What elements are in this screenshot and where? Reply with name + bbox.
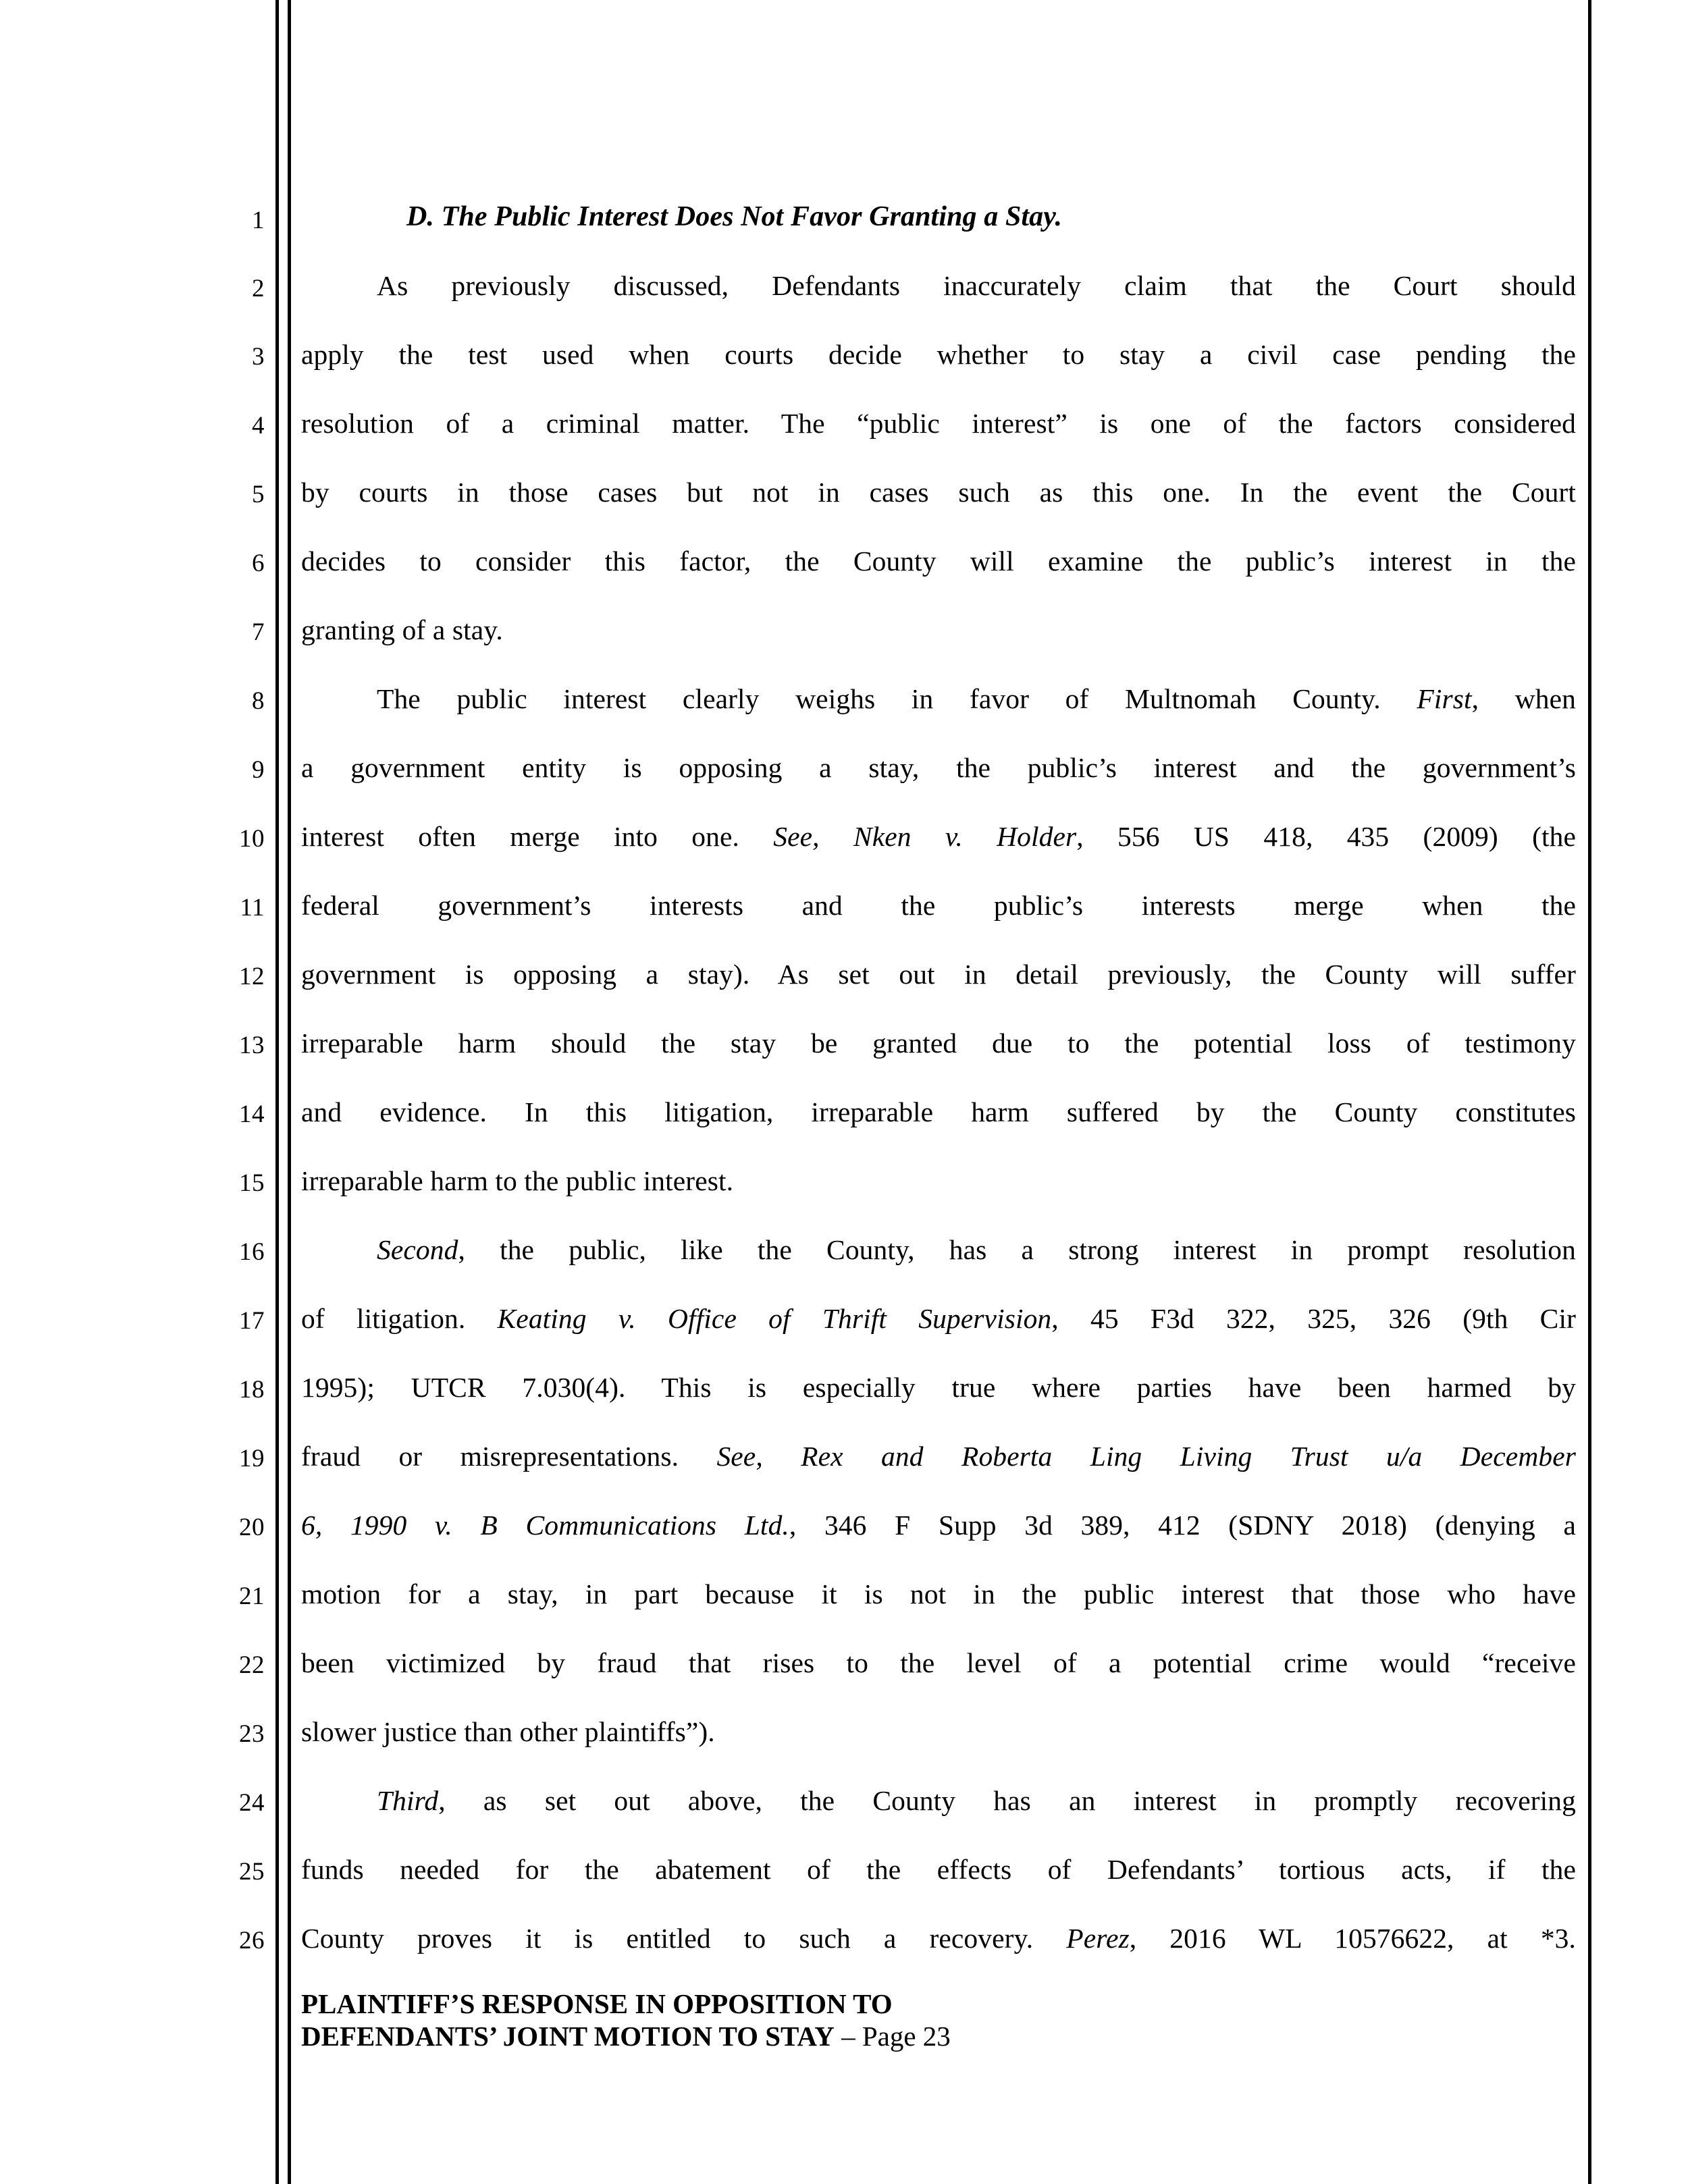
body-line xyxy=(301,272,1576,300)
line-number: 15 xyxy=(239,1169,265,1197)
line-number: 18 xyxy=(239,1376,265,1404)
footer-line-1: PLAINTIFF’S RESPONSE IN OPPOSITION TO xyxy=(301,1988,893,2019)
body-line: resolution of a criminal matter. The “public interest” is one of the factors considered xyxy=(301,408,1576,439)
line-number: 1 xyxy=(252,207,265,234)
body-line: slower justice than other plaintiffs”). xyxy=(301,1716,715,1747)
body-line: 1995); UTCR 7.030(4). This is especially true where parties have been harmed by xyxy=(301,1372,1576,1403)
document-footer xyxy=(301,1988,1449,2052)
case-citation: See, Rex and Roberta Ling Living Trust u/a December xyxy=(716,1441,1577,1472)
line-number: 2 xyxy=(252,275,265,302)
line-number: 9 xyxy=(252,756,265,784)
body-line: apply the test used when courts decide whether to stay a civil case pending the xyxy=(301,339,1576,370)
case-citation: 6, 1990 v. B Communications Ltd. xyxy=(301,1510,789,1541)
line-number: 21 xyxy=(239,1582,265,1610)
line-number: 23 xyxy=(239,1720,265,1748)
line-number: 3 xyxy=(252,343,265,371)
footer-page-label: – Page 23 xyxy=(834,2020,951,2052)
body-text: , 556 US 418, 435 (2009) (the xyxy=(1076,821,1576,852)
body-text-column xyxy=(301,0,1576,2184)
body-line xyxy=(301,1305,1576,1333)
line-number: 17 xyxy=(239,1307,265,1335)
case-citation: Keating v. Office of Thrift Supervision xyxy=(497,1303,1052,1334)
body-text: of litigation. xyxy=(301,1303,498,1334)
left-margin-rule-inner xyxy=(288,0,291,2184)
line-number: 7 xyxy=(252,618,265,646)
body-line: irreparable harm should the stay be granted due to the potential loss of testimony xyxy=(301,1028,1576,1059)
left-margin-rule-outer xyxy=(275,0,279,2184)
body-line: a government entity is opposing a stay, the public’s interest and the government’s xyxy=(301,752,1576,783)
body-line: decides to consider this factor, the County will examine the public’s interest in the xyxy=(301,545,1576,577)
body-text: The public interest clearly weighs in favor of Multnomah County. xyxy=(377,683,1417,714)
body-text: , 2016 WL 10576622, at *3. xyxy=(1129,1923,1576,1954)
body-line: granting of a stay. xyxy=(301,614,503,645)
line-number: 4 xyxy=(252,412,265,440)
body-text: , when xyxy=(1471,683,1576,714)
body-text: interest often merge into one. xyxy=(301,821,774,852)
body-text: , the public, like the County, has a strong interest in prompt resolution xyxy=(458,1234,1576,1265)
case-citation: First xyxy=(1417,683,1472,714)
body-text: As previously discussed, Defendants inaccurately claim that the Court should xyxy=(377,270,1576,301)
body-text: County proves it is entitled to such a recovery. xyxy=(301,1923,1067,1954)
footer-title: DEFENDANTS’ JOINT MOTION TO STAY xyxy=(301,2020,835,2052)
section-heading: D. The Public Interest Does Not Favor Granting a Stay. xyxy=(406,201,1063,232)
body-line xyxy=(301,1925,1576,1953)
line-number: 22 xyxy=(239,1651,265,1679)
right-margin-rule xyxy=(1588,0,1591,2184)
line-number: 25 xyxy=(239,1858,265,1886)
case-citation: Third xyxy=(377,1785,439,1816)
body-line xyxy=(301,1787,1576,1815)
line-number: 13 xyxy=(239,1032,265,1059)
body-line: irreparable harm to the public interest. xyxy=(301,1165,734,1196)
line-number: 6 xyxy=(252,550,265,577)
line-number: 5 xyxy=(252,481,265,508)
body-line xyxy=(301,685,1576,714)
body-line xyxy=(301,1512,1576,1540)
line-number: 12 xyxy=(239,963,265,990)
line-number-gutter xyxy=(0,0,265,2184)
line-number: 19 xyxy=(239,1445,265,1472)
line-number: 24 xyxy=(239,1789,265,1817)
line-number: 26 xyxy=(239,1927,265,1954)
body-text: fraud or misrepresentations. xyxy=(301,1441,717,1472)
body-line: funds needed for the abatement of the effects of Defendants’ tortious acts, if the xyxy=(301,1854,1576,1885)
case-citation: See, Nken v. Holder xyxy=(773,821,1077,852)
body-text: , 45 F3d 322, 325, 326 (9th Cir xyxy=(1051,1303,1576,1334)
case-citation: Perez xyxy=(1066,1923,1130,1954)
body-line: government is opposing a stay). As set out in detail previously, the County will suffer xyxy=(301,959,1576,990)
body-line: motion for a stay, in part because it is not in the public interest that those who have xyxy=(301,1578,1576,1609)
line-number: 11 xyxy=(240,894,265,922)
body-line: been victimized by fraud that rises to the level of a potential crime would “receive xyxy=(301,1647,1576,1678)
body-line: by courts in those cases but not in cases such as this one. In the event the Court xyxy=(301,477,1576,508)
body-text: , as set out above, the County has an interest in promptly recovering xyxy=(438,1785,1576,1816)
line-number: 14 xyxy=(239,1100,265,1128)
case-citation: Second xyxy=(377,1234,458,1265)
line-number: 16 xyxy=(239,1238,265,1266)
body-line xyxy=(301,1443,1576,1471)
body-line: federal government’s interests and the public’s interests merge when the xyxy=(301,890,1576,921)
line-number: 20 xyxy=(239,1514,265,1541)
body-line xyxy=(301,1236,1576,1264)
line-number: 8 xyxy=(252,687,265,715)
line-number: 10 xyxy=(239,825,265,853)
body-text: , 346 F Supp 3d 389, 412 (SDNY 2018) (denying a xyxy=(789,1510,1576,1541)
body-line: and evidence. In this litigation, irreparable harm suffered by the County constitutes xyxy=(301,1096,1576,1127)
footer-line-2 xyxy=(301,2021,1449,2053)
body-line xyxy=(301,823,1576,851)
